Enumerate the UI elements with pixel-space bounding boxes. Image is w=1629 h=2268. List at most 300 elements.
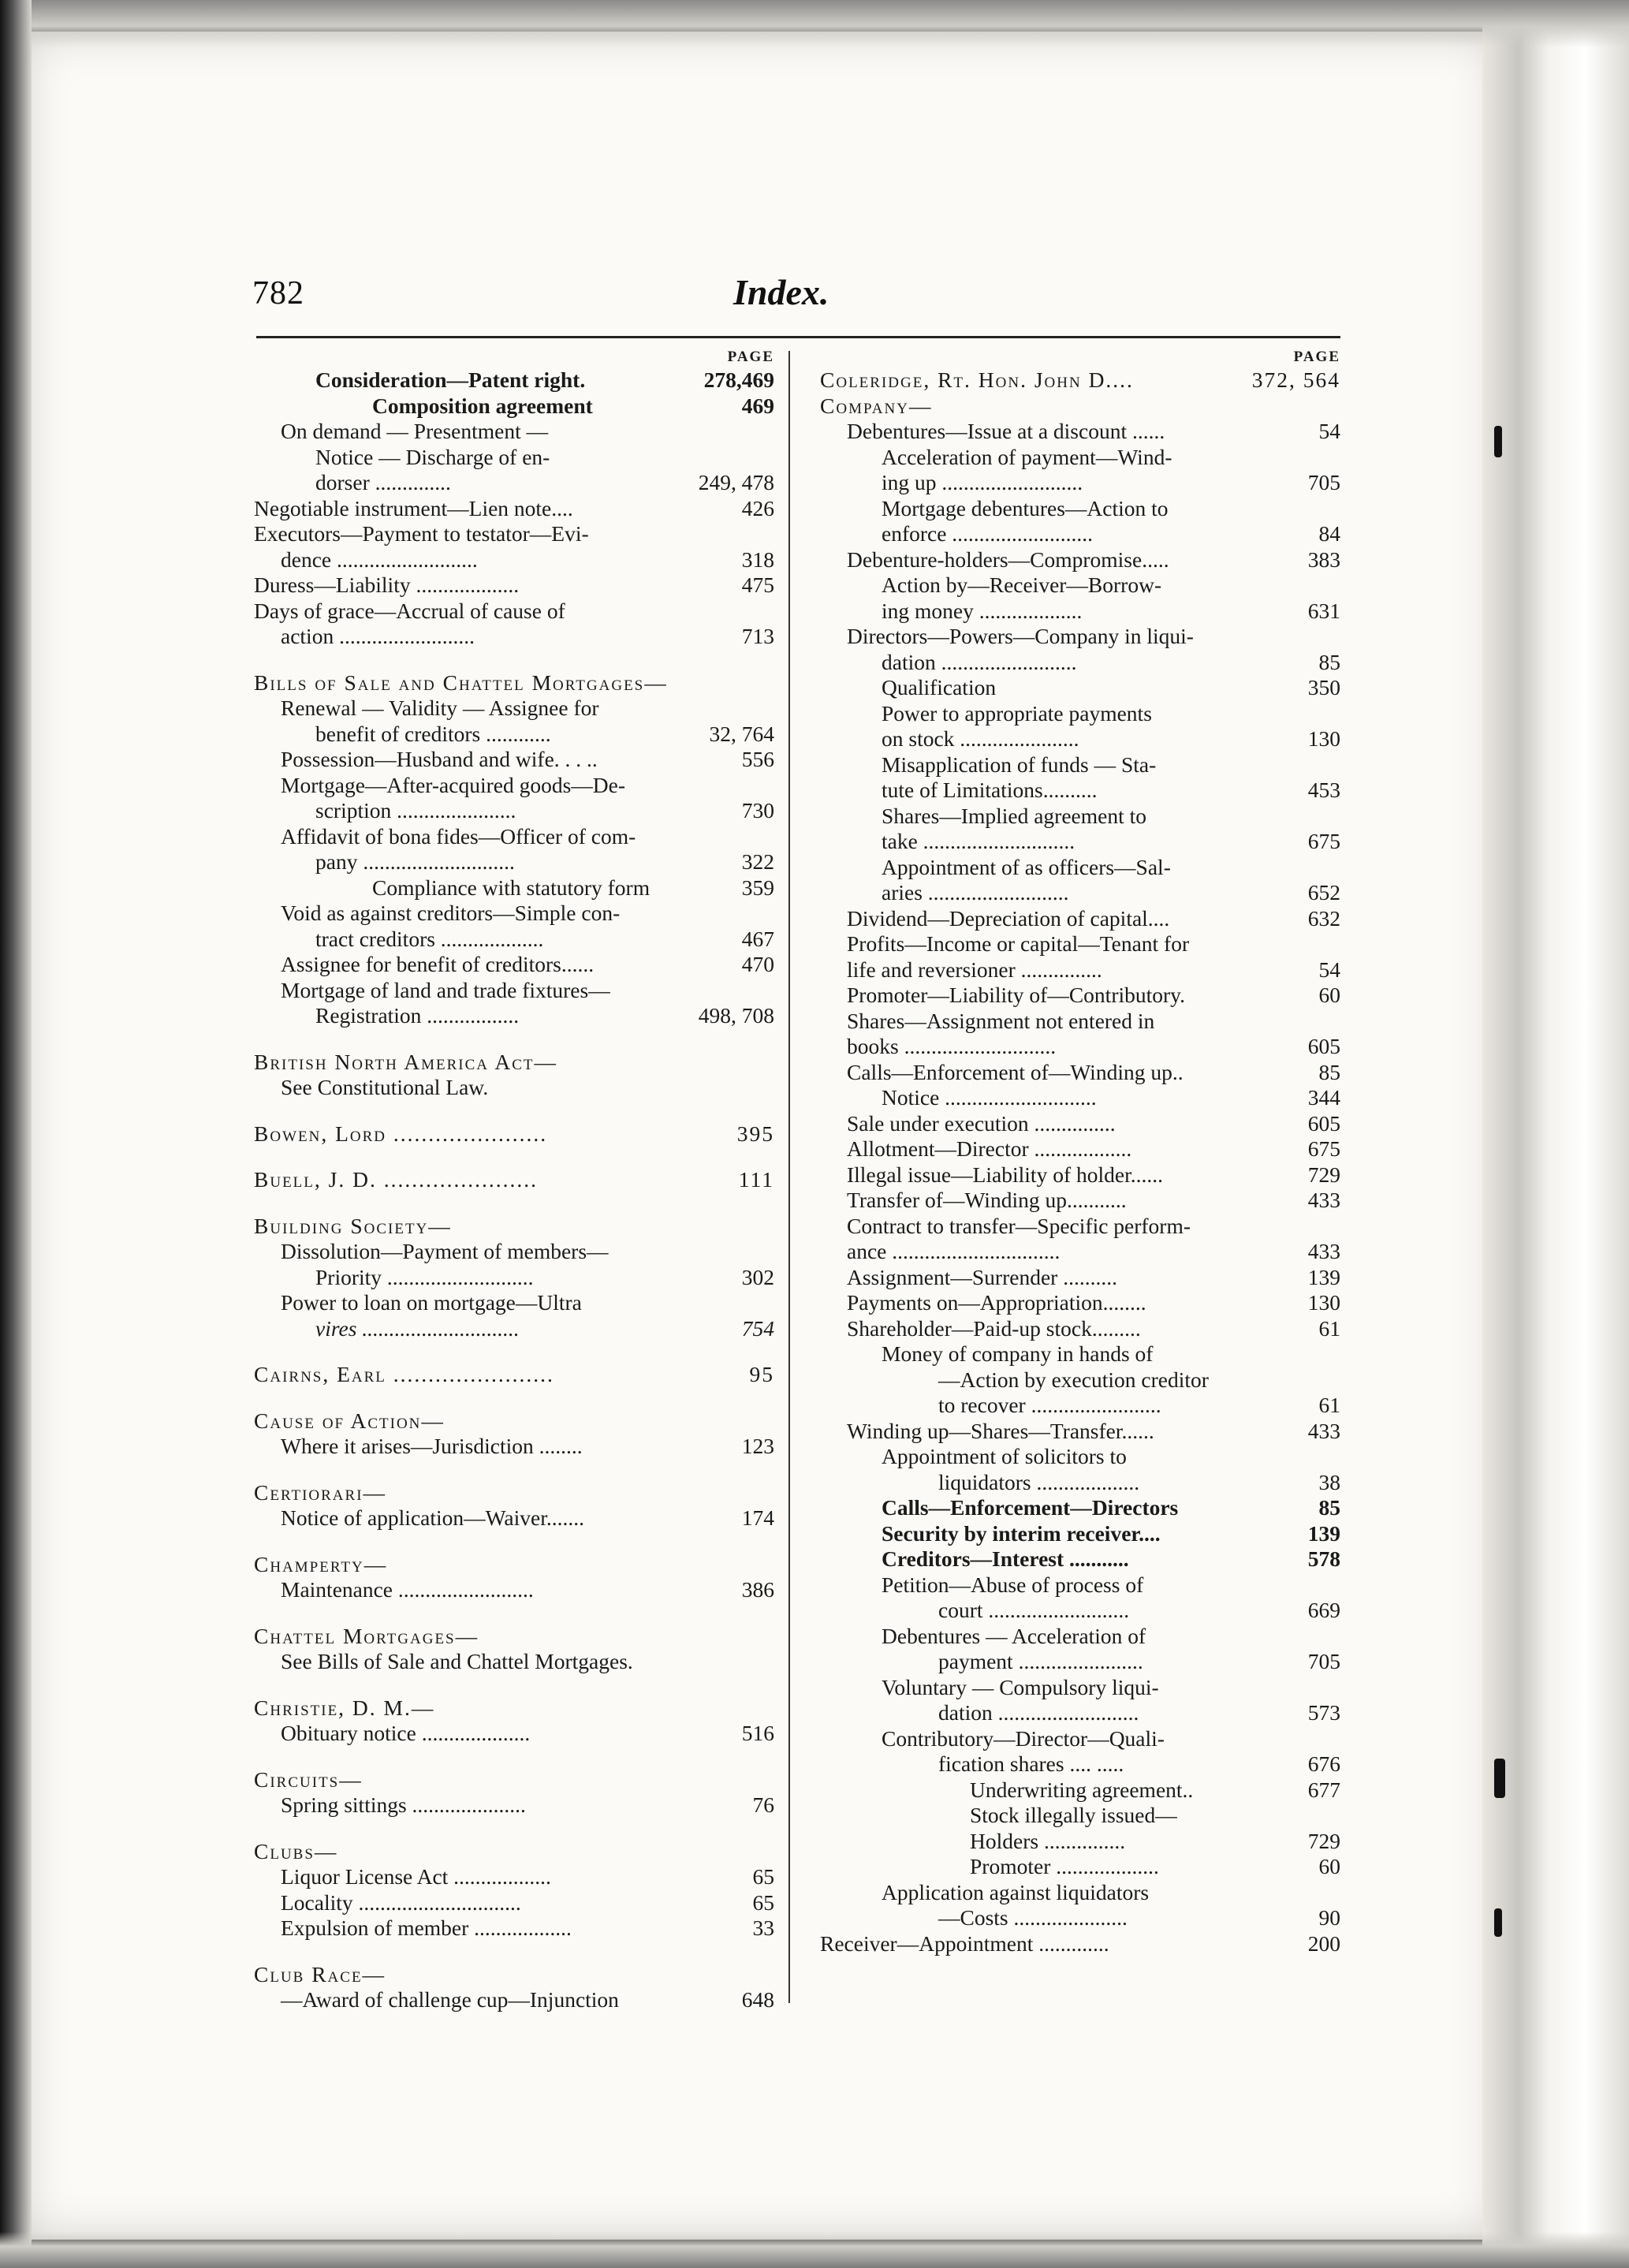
entry-text: Application against liquidators bbox=[882, 1879, 1150, 1904]
entry-text: Champerty— bbox=[254, 1551, 388, 1576]
index-entry bbox=[820, 1829, 1340, 1855]
entry-text: Receiver—Appointment ............. bbox=[820, 1930, 1109, 1956]
entry-page-ref: 498, 708 bbox=[694, 1003, 774, 1029]
entry-page-ref: 350 bbox=[1303, 675, 1340, 701]
entry-text: Payments on—Appropriation........ bbox=[847, 1290, 1146, 1315]
entry-text: Promoter ................... bbox=[970, 1854, 1159, 1878]
index-entry bbox=[254, 1075, 774, 1101]
entry-text: Christie, D. M.— bbox=[254, 1695, 435, 1720]
entry-text: Security by interim receiver.... bbox=[882, 1520, 1161, 1546]
entry-text: dorser .............. bbox=[315, 470, 451, 494]
column-divider bbox=[788, 351, 790, 2003]
index-entry bbox=[254, 773, 774, 799]
index-entry bbox=[254, 798, 774, 824]
entry-text: Liquor License Act .................. bbox=[281, 1864, 551, 1889]
index-entry bbox=[254, 419, 774, 445]
entry-text: dation ......................... bbox=[882, 649, 1077, 674]
index-entry bbox=[254, 547, 774, 573]
entry-page-ref: 85 bbox=[1314, 1060, 1341, 1086]
index-entry bbox=[820, 1060, 1340, 1086]
entry-text: Mortgage—After-acquired goods—De- bbox=[281, 772, 626, 797]
index-entry bbox=[254, 722, 774, 748]
index-entry bbox=[820, 701, 1340, 727]
index-entry bbox=[254, 573, 774, 599]
entry-page-ref: 705 bbox=[1303, 1649, 1340, 1675]
entry-page-ref: 631 bbox=[1303, 599, 1340, 625]
index-entry bbox=[254, 1050, 774, 1076]
entry-text: Renewal — Validity — Assignee for bbox=[281, 696, 599, 720]
entry-text: Appointment of solicitors to bbox=[882, 1444, 1127, 1468]
entry-page-ref: 453 bbox=[1303, 778, 1340, 804]
index-entry bbox=[820, 1316, 1340, 1342]
entry-text: —Action by execution creditor bbox=[938, 1367, 1209, 1392]
entry-page-ref: 433 bbox=[1303, 1239, 1340, 1265]
index-entry bbox=[254, 624, 774, 650]
index-entry bbox=[820, 1649, 1340, 1675]
index-entry bbox=[820, 1751, 1340, 1777]
entry-page-ref: 729 bbox=[1303, 1162, 1340, 1188]
entry-text: Power to appropriate payments bbox=[882, 700, 1152, 726]
index-entry bbox=[820, 1495, 1340, 1521]
entry-page-ref: 90 bbox=[1314, 1905, 1341, 1931]
index-entry bbox=[254, 1480, 774, 1506]
index-entry bbox=[820, 394, 1340, 420]
entry-text: Power to loan on mortgage—Ultra bbox=[281, 1290, 582, 1315]
entry-page-ref: 648 bbox=[737, 1987, 774, 2013]
entry-page-ref: 60 bbox=[1314, 1854, 1341, 1880]
index-entry bbox=[820, 880, 1340, 906]
index-column-right bbox=[820, 347, 1340, 1957]
index-entry bbox=[820, 521, 1340, 547]
entry-text: ance ............................... bbox=[847, 1239, 1061, 1263]
page-edge-left bbox=[0, 0, 32, 2268]
entry-text: Building Society— bbox=[254, 1213, 452, 1238]
entry-page-ref: 669 bbox=[1303, 1598, 1340, 1624]
index-entry bbox=[254, 1121, 774, 1147]
index-entry bbox=[820, 1470, 1340, 1496]
entry-text: Bowen, Lord ...................... bbox=[254, 1121, 548, 1146]
index-entry bbox=[820, 1624, 1340, 1650]
index-entry bbox=[820, 445, 1340, 471]
entry-page-ref: 729 bbox=[1303, 1829, 1340, 1855]
entry-page-ref: 578 bbox=[1303, 1546, 1340, 1572]
entry-text: Compliance with statutory form bbox=[372, 875, 650, 900]
entry-text: Spring sittings ..................... bbox=[281, 1792, 526, 1817]
index-entry bbox=[820, 1675, 1340, 1701]
entry-page-ref: 676 bbox=[1303, 1751, 1340, 1777]
entry-page-ref: 61 bbox=[1314, 1393, 1341, 1419]
index-entry bbox=[820, 1009, 1340, 1035]
index-entry bbox=[254, 1316, 774, 1342]
entry-text: Contract to transfer—Specific perform- bbox=[847, 1213, 1191, 1238]
entry-text: Illegal issue—Liability of holder...... bbox=[847, 1162, 1163, 1187]
index-entry bbox=[254, 1624, 774, 1650]
page-column-label: PAGE bbox=[727, 349, 774, 365]
index-entry bbox=[820, 1111, 1340, 1137]
entry-text: Calls—Enforcement—Directors bbox=[882, 1495, 1179, 1520]
entry-text: Debentures—Issue at a discount ...... bbox=[847, 419, 1165, 443]
index-entry bbox=[254, 1915, 774, 1942]
entry-text: Mortgage of land and trade fixtures— bbox=[281, 977, 610, 1002]
index-entry bbox=[820, 1880, 1340, 1906]
entry-page-ref: 85 bbox=[1314, 650, 1341, 676]
entry-text: to recover ........................ bbox=[938, 1393, 1161, 1417]
entry-page-ref: 426 bbox=[737, 496, 774, 522]
entry-page-ref: 61 bbox=[1314, 1316, 1341, 1342]
index-entry bbox=[820, 1136, 1340, 1162]
entry-page-ref: 469 bbox=[737, 394, 774, 420]
entry-page-ref: 318 bbox=[737, 547, 774, 573]
entry-text: Holders ............... bbox=[970, 1828, 1126, 1853]
entry-text: payment ....................... bbox=[938, 1649, 1143, 1673]
index-entry bbox=[820, 1854, 1340, 1880]
entry-text: Mortgage debentures—Action to bbox=[882, 495, 1169, 520]
entry-text: Cause of Action— bbox=[254, 1408, 445, 1433]
entry-page-ref: 632 bbox=[1303, 906, 1340, 932]
entry-page-ref: 139 bbox=[1303, 1521, 1340, 1547]
entry-text: Contributory—Director—Quali- bbox=[882, 1725, 1165, 1751]
entry-text: Profits—Income or capital—Tenant for bbox=[847, 931, 1190, 956]
entry-page-ref: 713 bbox=[737, 624, 774, 650]
entry-page-ref: 730 bbox=[737, 798, 774, 824]
entry-text: Registration ................. bbox=[315, 1003, 520, 1028]
index-entry bbox=[254, 1695, 774, 1722]
index-entry bbox=[820, 496, 1340, 522]
index-entry bbox=[820, 1188, 1340, 1214]
entry-page-ref: 65 bbox=[748, 1890, 775, 1916]
entry-text: Stock illegally issued— bbox=[970, 1803, 1177, 1827]
index-entry bbox=[820, 1393, 1340, 1419]
entry-text: Notice — Discharge of en- bbox=[315, 444, 550, 469]
entry-text: Debenture-holders—Compromise..... bbox=[847, 546, 1169, 572]
entry-text: scription ...................... bbox=[315, 798, 516, 823]
entry-page-ref: 605 bbox=[1303, 1111, 1340, 1137]
entry-page-ref: 38 bbox=[1314, 1470, 1341, 1496]
entry-page-ref: 54 bbox=[1314, 957, 1341, 983]
index-entry bbox=[820, 1700, 1340, 1726]
index-entry bbox=[820, 1265, 1340, 1291]
index-entry bbox=[820, 1341, 1340, 1367]
binding-mark bbox=[1494, 426, 1502, 457]
entry-page-ref: 111 bbox=[734, 1167, 774, 1193]
index-entry bbox=[820, 599, 1340, 625]
entry-page-ref: 573 bbox=[1303, 1700, 1340, 1726]
index-entry bbox=[820, 675, 1340, 701]
binding-mark bbox=[1494, 1759, 1505, 1798]
index-entry bbox=[254, 1890, 774, 1916]
entry-text: vires ............................. bbox=[315, 1315, 520, 1341]
entry-text: Coleridge, Rt. Hon. John D.... bbox=[820, 367, 1134, 392]
entry-text: Clubs— bbox=[254, 1838, 338, 1863]
entry-page-ref: 677 bbox=[1303, 1777, 1340, 1804]
index-entry bbox=[820, 1034, 1340, 1060]
entry-text: Void as against creditors—Simple con- bbox=[281, 901, 621, 925]
entry-text: Dividend—Depreciation of capital.... bbox=[847, 905, 1170, 931]
running-title: Index. bbox=[733, 272, 829, 312]
entry-text: Executors—Payment to testator—Evi- bbox=[254, 521, 589, 546]
index-entry bbox=[254, 1552, 774, 1578]
entry-text: Dissolution—Payment of members— bbox=[281, 1239, 609, 1263]
index-entry bbox=[254, 1987, 774, 2013]
entry-text: books ............................ bbox=[847, 1034, 1057, 1058]
entry-page-ref: 302 bbox=[737, 1265, 774, 1291]
index-entry bbox=[820, 829, 1340, 855]
entry-text: Chattel Mortgages— bbox=[254, 1623, 479, 1648]
entry-text: —Award of challenge cup—Injunction bbox=[281, 1987, 619, 2012]
entry-page-ref: 359 bbox=[737, 875, 774, 901]
entry-text: ing money ................... bbox=[882, 598, 1083, 623]
entry-page-ref: 33 bbox=[748, 1915, 775, 1942]
entry-text: fication shares .... ..... bbox=[938, 1751, 1124, 1776]
entry-page-ref: 174 bbox=[737, 1505, 774, 1531]
entry-page-ref: 386 bbox=[737, 1577, 774, 1603]
entry-text: Locality .............................. bbox=[281, 1889, 521, 1915]
entry-text: Shareholder—Paid-up stock......... bbox=[847, 1315, 1141, 1341]
entry-text: Notice of application—Waiver....... bbox=[281, 1505, 584, 1530]
entry-text: Consideration—Patent right. bbox=[315, 367, 586, 392]
index-entry bbox=[820, 983, 1340, 1009]
index-entry bbox=[254, 696, 774, 722]
entry-text: dation .......................... bbox=[938, 1700, 1139, 1725]
entry-page-ref: 433 bbox=[1303, 1188, 1340, 1214]
index-entry bbox=[254, 394, 774, 420]
entry-text: benefit of creditors ............ bbox=[315, 721, 551, 746]
index-entry bbox=[820, 1085, 1340, 1111]
entry-page-ref: 278,469 bbox=[699, 367, 774, 394]
index-entry bbox=[820, 931, 1340, 957]
entry-text: Sale under execution ............... bbox=[847, 1110, 1116, 1136]
entry-text: Action by—Receiver—Borrow- bbox=[882, 573, 1162, 597]
entry-text: court .......................... bbox=[938, 1598, 1130, 1622]
entry-page-ref: 54 bbox=[1314, 419, 1341, 445]
index-entry bbox=[254, 670, 774, 696]
index-entry bbox=[254, 1265, 774, 1291]
entry-text: take ............................ bbox=[882, 829, 1075, 853]
entry-page-ref: 652 bbox=[1303, 880, 1340, 906]
entry-text: Possession—Husband and wife. . . .. bbox=[281, 747, 598, 771]
entry-text: Appointment of as officers—Sal- bbox=[882, 854, 1171, 879]
index-entry bbox=[254, 1962, 774, 1988]
header-rule bbox=[256, 336, 1340, 338]
entry-page-ref: 139 bbox=[1303, 1265, 1340, 1291]
index-entry bbox=[254, 1239, 774, 1265]
index-entry bbox=[254, 496, 774, 522]
index-entry bbox=[820, 1572, 1340, 1598]
entry-text: on stock ...................... bbox=[882, 726, 1079, 751]
entry-text: Assignee for benefit of creditors...... bbox=[281, 952, 595, 976]
entry-page-ref: 84 bbox=[1314, 521, 1341, 547]
entry-text: Where it arises—Jurisdiction ........ bbox=[281, 1434, 583, 1458]
binding-mark bbox=[1494, 1908, 1502, 1937]
entry-text: Transfer of—Winding up........... bbox=[847, 1188, 1127, 1212]
entry-page-ref: 200 bbox=[1303, 1931, 1340, 1957]
entry-page-ref: 372, 564 bbox=[1247, 367, 1340, 394]
entry-page-ref: 433 bbox=[1303, 1419, 1340, 1445]
index-entry bbox=[254, 1649, 774, 1675]
entry-text: Composition agreement bbox=[372, 393, 593, 418]
entry-text: See Constitutional Law. bbox=[281, 1075, 489, 1099]
index-entry bbox=[254, 1864, 774, 1890]
entry-text: tute of Limitations.......... bbox=[882, 778, 1098, 802]
index-entry bbox=[820, 906, 1340, 932]
index-entry bbox=[820, 1239, 1340, 1265]
index-entry bbox=[254, 1839, 774, 1865]
page-column-label: PAGE bbox=[1293, 349, 1340, 365]
page-number: 782 bbox=[252, 275, 304, 311]
entry-text: Shares—Implied agreement to bbox=[882, 803, 1147, 828]
index-entry bbox=[820, 624, 1340, 650]
entry-text: Underwriting agreement.. bbox=[970, 1777, 1194, 1802]
index-entry bbox=[820, 470, 1340, 496]
entry-page-ref: 249, 478 bbox=[694, 470, 774, 496]
index-entry bbox=[254, 445, 774, 471]
entry-text: Circuits— bbox=[254, 1766, 363, 1792]
index-entry bbox=[254, 978, 774, 1004]
entry-text: Certiorari— bbox=[254, 1479, 387, 1505]
page-edge-right bbox=[1482, 0, 1629, 2268]
index-entry bbox=[820, 1905, 1340, 1931]
index-entry bbox=[254, 875, 774, 901]
entry-page-ref: 123 bbox=[737, 1434, 774, 1460]
index-entry bbox=[820, 650, 1340, 676]
index-entry bbox=[820, 804, 1340, 830]
entry-page-ref: 85 bbox=[1314, 1495, 1341, 1521]
entry-page-ref: 383 bbox=[1303, 547, 1340, 573]
entry-page-ref: 556 bbox=[737, 747, 774, 773]
page-edge-bottom bbox=[0, 2232, 1629, 2268]
index-entry bbox=[820, 1214, 1340, 1240]
index-entry bbox=[820, 1162, 1340, 1188]
entry-page-ref: 60 bbox=[1314, 983, 1341, 1009]
index-entry bbox=[254, 367, 774, 394]
entry-page-ref: 605 bbox=[1303, 1034, 1340, 1060]
entry-text: Priority ........................... bbox=[315, 1264, 534, 1289]
entry-text: tract creditors ................... bbox=[315, 926, 544, 951]
index-entry bbox=[820, 547, 1340, 573]
index-entry bbox=[820, 778, 1340, 804]
entry-text: Creditors—Interest ........... bbox=[882, 1546, 1129, 1571]
entry-text: Notice ............................ bbox=[882, 1085, 1097, 1110]
entry-page-ref: 470 bbox=[737, 952, 774, 978]
entry-text: Qualification bbox=[882, 675, 997, 699]
entry-text: Voluntary — Compulsory liqui- bbox=[882, 1674, 1159, 1699]
index-entry bbox=[820, 367, 1340, 394]
entry-text: Cairns, Earl ....................... bbox=[254, 1362, 554, 1386]
entry-text: Days of grace—Accrual of cause of bbox=[254, 598, 565, 623]
index-entry bbox=[820, 752, 1340, 778]
entry-text: Winding up—Shares—Transfer...... bbox=[847, 1418, 1154, 1443]
index-entry bbox=[254, 1767, 774, 1793]
entry-text: British North America Act— bbox=[254, 1049, 557, 1074]
entry-text: Club Race— bbox=[254, 1961, 386, 1986]
entry-text: enforce .......................... bbox=[882, 521, 1094, 546]
entry-page-ref: 675 bbox=[1303, 1136, 1340, 1162]
index-entry bbox=[820, 1521, 1340, 1547]
index-entry bbox=[820, 1419, 1340, 1445]
entry-page-ref: 95 bbox=[745, 1362, 775, 1388]
entry-page-ref: 32, 764 bbox=[705, 722, 775, 748]
index-entry bbox=[254, 521, 774, 547]
index-entry bbox=[254, 849, 774, 875]
index-entry bbox=[254, 1167, 774, 1193]
entry-text: Obituary notice .................... bbox=[281, 1721, 531, 1745]
entry-page-ref: 395 bbox=[732, 1121, 774, 1147]
index-entry bbox=[254, 1408, 774, 1434]
entry-text: Directors—Powers—Company in liqui- bbox=[847, 624, 1194, 648]
entry-text: Shares—Assignment not entered in bbox=[847, 1008, 1155, 1033]
entry-text: Affidavit of bona fides—Officer of com- bbox=[281, 823, 636, 849]
entry-text: Acceleration of payment—Wind- bbox=[882, 444, 1172, 469]
index-entry bbox=[820, 1444, 1340, 1470]
entry-text: Duress—Liability ................... bbox=[254, 573, 520, 597]
index-entry bbox=[254, 952, 774, 978]
entry-text: Maintenance ......................... bbox=[281, 1577, 534, 1602]
index-entry bbox=[820, 573, 1340, 599]
entry-text: pany ............................ bbox=[315, 849, 515, 874]
index-entry bbox=[820, 855, 1340, 881]
index-entry bbox=[254, 747, 774, 773]
entry-page-ref: 130 bbox=[1303, 1290, 1340, 1316]
entry-text: aries .......................... bbox=[882, 880, 1069, 905]
entry-page-ref: 475 bbox=[737, 573, 774, 599]
index-entry bbox=[820, 1367, 1340, 1393]
entry-text: life and reversioner ............... bbox=[847, 957, 1102, 982]
index-entry bbox=[820, 1290, 1340, 1316]
entry-text: Calls—Enforcement of—Winding up.. bbox=[847, 1059, 1184, 1084]
entry-page-ref: 76 bbox=[748, 1792, 775, 1819]
index-entry bbox=[254, 824, 774, 850]
entry-page-ref: 705 bbox=[1303, 470, 1340, 496]
page-header bbox=[252, 268, 1340, 331]
index-entry bbox=[820, 957, 1340, 983]
index-entry bbox=[254, 470, 774, 496]
index-entry bbox=[254, 1003, 774, 1029]
index-entry bbox=[254, 1434, 774, 1460]
index-entry bbox=[820, 1546, 1340, 1572]
entry-page-ref: 130 bbox=[1303, 726, 1340, 752]
entry-text: Bills of Sale and Chattel Mortgages— bbox=[254, 670, 668, 695]
entry-text: —Costs ..................... bbox=[938, 1905, 1128, 1930]
index-entry bbox=[820, 1598, 1340, 1624]
entry-text: Company— bbox=[820, 393, 933, 418]
entry-text: Allotment—Director .................. bbox=[847, 1136, 1132, 1161]
index-entry bbox=[254, 1290, 774, 1316]
entry-text: Debentures — Acceleration of bbox=[882, 1623, 1146, 1648]
index-entry bbox=[820, 419, 1340, 445]
index-entry bbox=[820, 1726, 1340, 1752]
entry-text: Expulsion of member .................. bbox=[281, 1915, 572, 1940]
index-entry bbox=[254, 1721, 774, 1747]
entry-text: Negotiable instrument—Lien note.... bbox=[254, 495, 573, 520]
index-entry bbox=[254, 927, 774, 953]
entry-page-ref: 322 bbox=[737, 849, 774, 875]
entry-page-ref: 65 bbox=[748, 1864, 775, 1890]
entry-page-ref: 467 bbox=[737, 927, 774, 953]
entry-text: Assignment—Surrender .......... bbox=[847, 1264, 1117, 1289]
index-entry bbox=[254, 1792, 774, 1819]
entry-page-ref: 754 bbox=[737, 1316, 774, 1342]
index-entry bbox=[820, 726, 1340, 752]
entry-text: dence .......................... bbox=[281, 546, 478, 572]
entry-page-ref: 344 bbox=[1303, 1085, 1340, 1111]
index-entry bbox=[254, 1505, 774, 1531]
entry-text: Promoter—Liability of—Contributory. bbox=[847, 983, 1186, 1007]
index-entry bbox=[254, 1577, 774, 1603]
entry-text: action ......................... bbox=[281, 624, 475, 648]
entry-text: On demand — Presentment — bbox=[281, 419, 549, 443]
index-entry bbox=[254, 1362, 774, 1388]
index-entry bbox=[820, 1931, 1340, 1957]
